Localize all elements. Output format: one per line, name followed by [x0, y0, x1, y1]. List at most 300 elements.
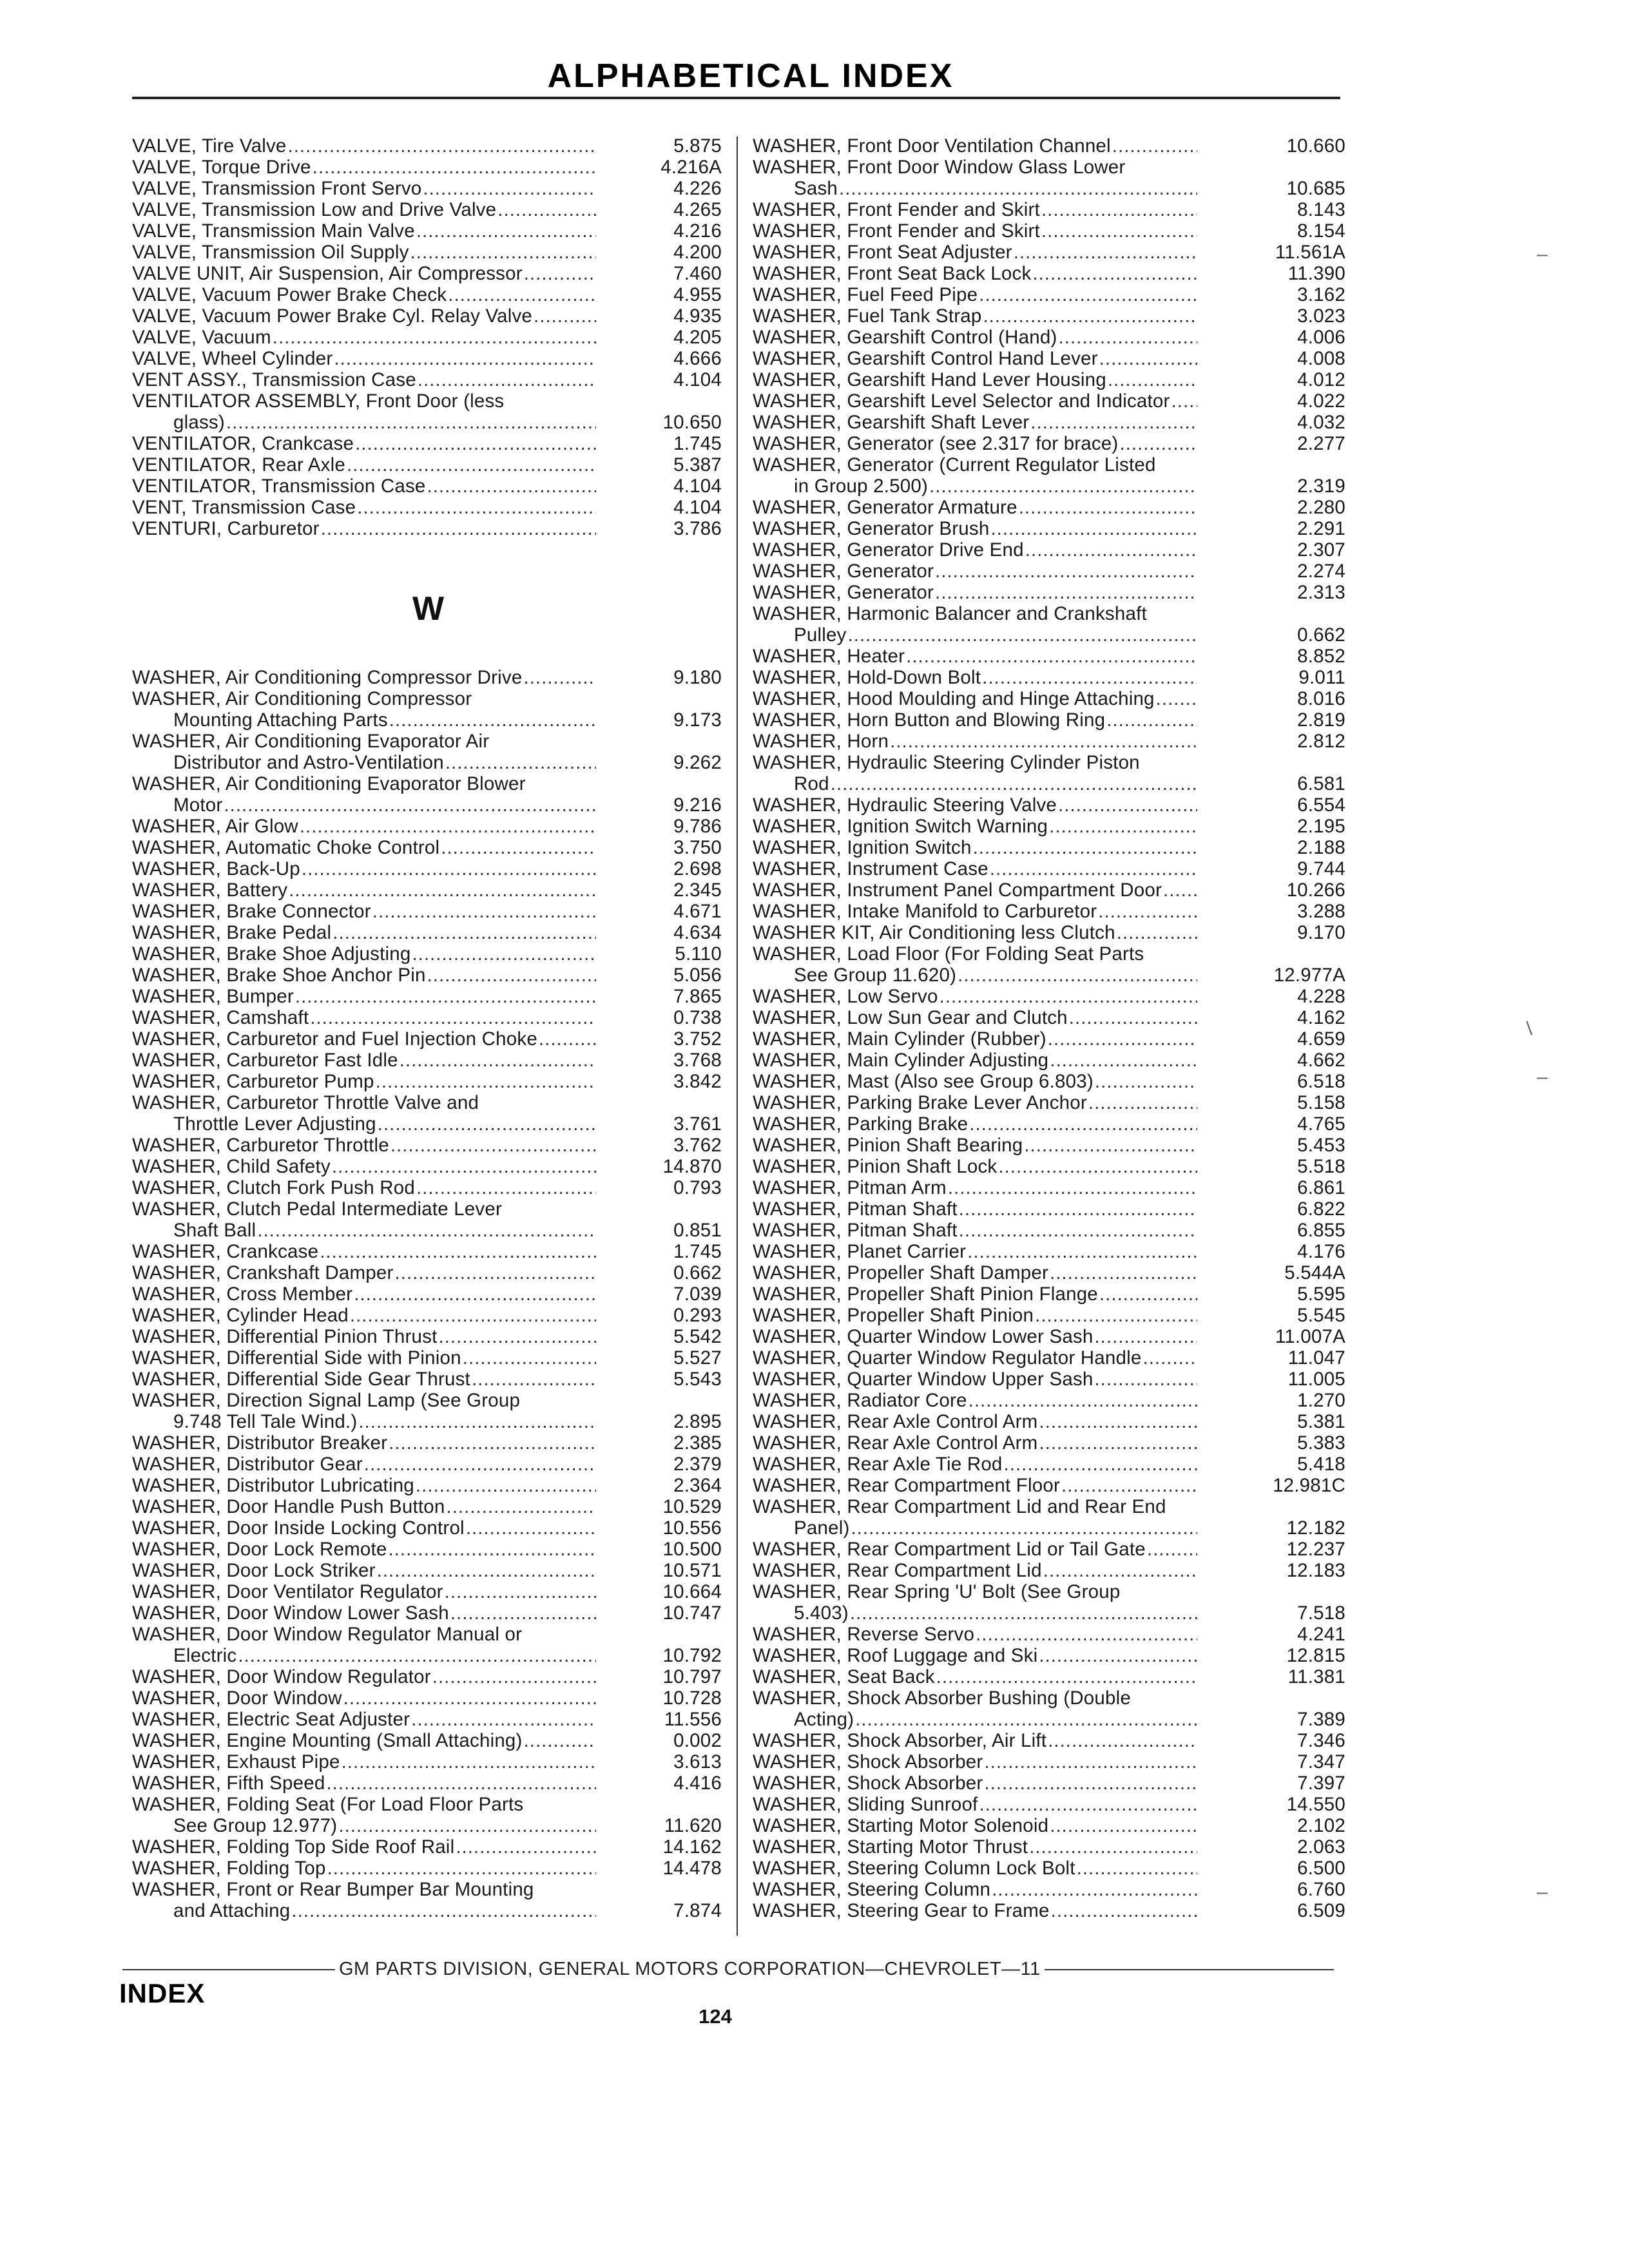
entry-group-number: 0.293 [673, 1305, 722, 1326]
dot-leader [347, 454, 596, 476]
index-entry [753, 1496, 1345, 1539]
entry-group-number: 6.518 [1297, 1071, 1345, 1092]
index-entry [132, 263, 722, 284]
dot-leader [1051, 1900, 1197, 1921]
index-entry [132, 1241, 722, 1262]
index-entry [132, 858, 722, 879]
index-entry [132, 1326, 722, 1347]
entry-continuation: Pulley [794, 624, 847, 646]
dot-leader [257, 1220, 596, 1241]
index-entry [753, 539, 1345, 561]
margin-mark: – [1537, 1066, 1548, 1088]
entry-group-number: 6.509 [1297, 1900, 1345, 1921]
index-entry [753, 1858, 1345, 1879]
dot-leader [302, 858, 596, 879]
dot-leader [1048, 1730, 1197, 1751]
index-entry [753, 518, 1345, 539]
entry-text: WASHER, Battery [132, 879, 288, 901]
entry-group-number: 4.032 [1297, 412, 1345, 433]
entry-group-number: 10.747 [662, 1602, 722, 1624]
entry-text: WASHER, Pitman Arm [753, 1177, 947, 1198]
entry-group-number: 5.544A [1284, 1262, 1345, 1283]
entry-group-number: 3.023 [1297, 305, 1345, 327]
entry-group-number: 7.460 [673, 263, 722, 284]
index-entry [753, 1539, 1345, 1560]
entry-text: WASHER, Door Lock Striker [132, 1560, 376, 1581]
entry-group-number: 7.865 [673, 986, 722, 1007]
dot-leader [969, 1390, 1197, 1411]
index-entry [753, 1730, 1345, 1751]
entry-text: WASHER, Generator Drive End [753, 539, 1024, 561]
dot-leader [320, 1241, 596, 1262]
entry-text: WASHER, Generator (see 2.317 for brace) [753, 433, 1119, 454]
entry-text: WASHER, Fuel Feed Pipe [753, 284, 978, 305]
index-entry [753, 603, 1345, 646]
dot-leader [427, 476, 596, 497]
entry-text: WASHER, Gearshift Control (Hand) [753, 327, 1057, 348]
dot-leader [1171, 390, 1197, 412]
entry-text: WASHER, Propeller Shaft Pinion [753, 1305, 1034, 1326]
dot-leader [1050, 1050, 1197, 1071]
index-entry [753, 794, 1345, 816]
entry-text: WASHER, Automatic Choke Control [132, 837, 440, 858]
entry-text: WASHER, Door Window [132, 1687, 342, 1709]
entry-text: WASHER, Air Glow [132, 816, 298, 837]
entry-text: WASHER, Rear Compartment Lid and Rear End [753, 1496, 1166, 1517]
entry-text: WASHER, Reverse Servo [753, 1624, 975, 1645]
index-entry [753, 220, 1345, 242]
entry-text: WASHER, Clutch Fork Push Rod [132, 1177, 415, 1198]
entry-text: WASHER, Rear Axle Control Arm [753, 1432, 1038, 1454]
index-entry [753, 667, 1345, 688]
entry-text: WASHER, Pinion Shaft Bearing [753, 1135, 1023, 1156]
index-entry [132, 1794, 722, 1836]
dot-leader [357, 497, 596, 518]
entry-group-number: 8.143 [1297, 199, 1345, 220]
entry-text: WASHER, Electric Seat Adjuster [132, 1709, 410, 1730]
dot-leader [295, 986, 596, 1007]
dot-leader [389, 1539, 596, 1560]
dot-leader [979, 1794, 1197, 1815]
dot-leader [447, 1496, 596, 1517]
index-entry [132, 837, 722, 858]
entry-text: WASHER, Horn Button and Blowing Ring [753, 709, 1106, 731]
index-entry [753, 1666, 1345, 1687]
entry-text: WASHER, Brake Shoe Anchor Pin [132, 965, 426, 986]
entry-text: WASHER, Air Conditioning Compressor Drive [132, 667, 523, 688]
dot-leader [1024, 1135, 1197, 1156]
dot-leader [929, 476, 1197, 497]
entry-group-number: 4.205 [673, 327, 722, 348]
entry-text: WASHER, Parking Brake Lever Anchor [753, 1092, 1087, 1113]
index-entry [753, 1900, 1345, 1921]
index-entry [753, 1475, 1345, 1496]
entry-group-number: 14.478 [662, 1858, 722, 1879]
index-entry [132, 1560, 722, 1581]
index-entry [132, 1050, 722, 1071]
entry-group-number: 10.266 [1286, 879, 1345, 901]
dot-leader [1112, 135, 1197, 157]
index-entry [753, 1177, 1345, 1198]
index-entry [132, 1156, 722, 1177]
dot-leader [389, 1432, 596, 1454]
dot-leader [439, 1326, 596, 1347]
dot-leader [418, 369, 596, 390]
entry-text: WASHER, Door Window Regulator [132, 1666, 431, 1687]
index-entry [753, 858, 1345, 879]
index-entry [753, 879, 1345, 901]
dot-leader [497, 199, 596, 220]
entry-group-number: 9.216 [673, 794, 722, 816]
index-entry [132, 1751, 722, 1773]
entry-text: WASHER, Quarter Window Lower Sash [753, 1326, 1094, 1347]
dot-leader [1077, 1858, 1197, 1879]
dot-leader [273, 327, 596, 348]
entry-group-number: 11.620 [664, 1815, 722, 1836]
entry-group-number: 4.935 [673, 305, 722, 327]
entry-group-number: 2.313 [1297, 582, 1345, 603]
entry-text: WASHER, Instrument Panel Compartment Door [753, 879, 1162, 901]
entry-text: WASHER, Load Floor (For Folding Seat Parts [753, 943, 1144, 965]
dot-leader [1014, 242, 1197, 263]
entry-text: WASHER, Generator Brush [753, 518, 990, 539]
entry-text: WASHER, Shock Absorber [753, 1751, 983, 1773]
entry-continuation: 5.403) [794, 1602, 849, 1624]
index-entry [132, 1007, 722, 1028]
index-entry [132, 242, 722, 263]
entry-text: WASHER, Air Conditioning Evaporator Air [132, 731, 490, 752]
entry-text: WASHER, Quarter Window Regulator Handle [753, 1347, 1142, 1369]
entry-text: WASHER, Starting Motor Solenoid [753, 1815, 1049, 1836]
entry-continuation: Mounting Attaching Parts [173, 709, 388, 731]
entry-text: VENT ASSY., Transmission Case [132, 369, 416, 390]
index-entry [753, 1241, 1345, 1262]
dot-leader [395, 1262, 596, 1283]
index-entry [753, 1156, 1345, 1177]
entry-group-number: 4.662 [1297, 1050, 1345, 1071]
entry-text: WASHER, Planet Carrier [753, 1241, 967, 1262]
dot-leader [333, 922, 596, 943]
index-entry [753, 1560, 1345, 1581]
entry-group-number: 12.237 [1286, 1539, 1345, 1560]
entry-continuation: Distributor and Astro-Ventilation [173, 752, 444, 773]
left-column [132, 135, 722, 539]
entry-text: WASHER, Back-Up [132, 858, 300, 879]
entry-group-number: 9.262 [673, 752, 722, 773]
entry-group-number: 10.650 [662, 412, 722, 433]
dot-leader [1050, 1262, 1197, 1283]
entry-text: VALVE, Transmission Low and Drive Valve [132, 199, 497, 220]
dot-leader [1098, 901, 1197, 922]
dot-leader [839, 178, 1197, 199]
dot-leader [226, 412, 596, 433]
dot-leader [992, 1879, 1197, 1900]
entry-group-number: 8.852 [1297, 646, 1345, 667]
index-entry [753, 1687, 1345, 1730]
index-entry [753, 731, 1345, 752]
entry-group-number: 2.379 [673, 1454, 722, 1475]
index-entry [753, 369, 1345, 390]
footer-line [122, 1959, 1334, 1980]
entry-text: WASHER, Brake Pedal [132, 922, 332, 943]
entry-group-number: 5.056 [673, 965, 722, 986]
index-entry [753, 688, 1345, 709]
dot-leader [364, 1454, 596, 1475]
index-entry [753, 943, 1345, 986]
dot-leader [416, 220, 596, 242]
entry-text: WASHER, Folding Top [132, 1858, 326, 1879]
entry-group-number: 10.556 [662, 1517, 722, 1539]
index-entry [753, 433, 1345, 454]
entry-text: WASHER, Fuel Tank Strap [753, 305, 982, 327]
entry-group-number: 2.063 [1297, 1836, 1345, 1858]
entry-group-number: 7.518 [1297, 1602, 1345, 1624]
entry-text: WASHER, Steering Gear to Frame [753, 1900, 1050, 1921]
index-entry [132, 497, 722, 518]
dot-leader [1039, 1645, 1197, 1666]
entry-group-number: 11.561A [1275, 242, 1345, 263]
entry-text: WASHER, Exhaust Pipe [132, 1751, 340, 1773]
entry-group-number: 3.162 [1297, 284, 1345, 305]
entry-text: WASHER, Brake Shoe Adjusting [132, 943, 411, 965]
entry-text: WASHER, Folding Seat (For Load Floor Parts [132, 1794, 524, 1815]
index-entry [132, 1624, 722, 1666]
dot-leader [1108, 369, 1197, 390]
left-washer-list [132, 667, 722, 1921]
dot-leader [1099, 348, 1197, 369]
entry-text: WASHER, Pitman Shaft [753, 1220, 958, 1241]
entry-text: WASHER, Brake Connector [132, 901, 371, 922]
entry-continuation: glass) [173, 412, 225, 433]
entry-text: VENT, Transmission Case [132, 497, 356, 518]
entry-text: WASHER, Door Window Regulator Manual or [132, 1624, 523, 1645]
entry-group-number: 5.527 [673, 1347, 722, 1369]
index-entry [753, 1007, 1345, 1028]
index-entry [753, 1220, 1345, 1241]
dot-leader [539, 1028, 596, 1050]
index-entry [132, 284, 722, 305]
index-entry [132, 1858, 722, 1879]
entry-text: WASHER, Bumper [132, 986, 294, 1007]
dot-leader [984, 1751, 1197, 1773]
index-entry [753, 1773, 1345, 1794]
entry-group-number: 3.752 [673, 1028, 722, 1050]
entry-group-number: 2.364 [673, 1475, 722, 1496]
entry-group-number: 9.180 [673, 667, 722, 688]
title-rule [132, 97, 1340, 99]
index-entry [132, 1539, 722, 1560]
index-entry [132, 1071, 722, 1092]
entry-group-number: 5.545 [1297, 1305, 1345, 1326]
entry-group-number: 1.745 [673, 433, 722, 454]
entry-group-number: 5.387 [673, 454, 722, 476]
entry-group-number: 4.634 [673, 922, 722, 943]
dot-leader [291, 1900, 596, 1921]
index-entry [132, 518, 722, 539]
dot-leader [524, 667, 597, 688]
entry-group-number: 10.728 [662, 1687, 722, 1709]
dot-leader [831, 773, 1197, 794]
index-entry [753, 1794, 1345, 1815]
dot-leader [472, 1369, 596, 1390]
entry-group-number: 5.381 [1297, 1411, 1345, 1432]
entry-text: WASHER KIT, Air Conditioning less Clutch [753, 922, 1115, 943]
index-entry [132, 1836, 722, 1858]
entry-group-number: 4.659 [1297, 1028, 1345, 1050]
entry-text: WASHER, Starting Motor Thrust [753, 1836, 1028, 1858]
entry-text: WASHER, Door Window Lower Sash [132, 1602, 449, 1624]
index-entry [132, 454, 722, 476]
entry-text: WASHER, Differential Side Gear Thrust [132, 1369, 470, 1390]
index-entry [132, 1177, 722, 1198]
dot-leader [998, 1156, 1197, 1177]
entry-continuation: Panel) [794, 1517, 850, 1539]
dot-leader [1106, 709, 1197, 731]
entry-text: WASHER, Fifth Speed [132, 1773, 325, 1794]
dot-leader [310, 1007, 596, 1028]
entry-text: WASHER, Front Fender and Skirt [753, 220, 1040, 242]
entry-text: WASHER, Crankcase [132, 1241, 319, 1262]
entry-group-number: 9.011 [1298, 667, 1345, 688]
dot-leader [332, 1156, 596, 1177]
index-entry [753, 752, 1345, 794]
dot-leader [990, 518, 1197, 539]
index-entry [753, 1454, 1345, 1475]
entry-text: VENTILATOR, Crankcase [132, 433, 354, 454]
entry-text: WASHER, Horn [753, 731, 889, 752]
index-entry [132, 327, 722, 348]
entry-group-number: 4.226 [673, 178, 722, 199]
dot-leader [372, 901, 596, 922]
index-entry [132, 1305, 722, 1326]
index-entry [753, 1432, 1345, 1454]
dot-leader [969, 1113, 1197, 1135]
entry-group-number: 4.012 [1297, 369, 1345, 390]
index-entry [132, 688, 722, 731]
entry-group-number: 0.662 [673, 1262, 722, 1283]
dot-leader [851, 1517, 1197, 1539]
entry-text: WASHER, Roof Luggage and Ski [753, 1645, 1038, 1666]
dot-leader [855, 1709, 1197, 1730]
dot-leader [355, 433, 596, 454]
dot-leader [1043, 1560, 1197, 1581]
dot-leader [959, 1198, 1197, 1220]
entry-group-number: 9.786 [673, 816, 722, 837]
entry-group-number: 3.761 [673, 1113, 722, 1135]
dot-leader [238, 1645, 596, 1666]
entry-group-number: 12.815 [1286, 1645, 1345, 1666]
entry-text: WASHER, Ignition Switch [753, 837, 972, 858]
dot-leader [1143, 1347, 1198, 1369]
index-entry [132, 1475, 722, 1496]
entry-text: WASHER, Distributor Lubricating [132, 1475, 414, 1496]
entry-text: WASHER, Intake Manifold to Carburetor [753, 901, 1097, 922]
index-entry [132, 199, 722, 220]
dot-leader [1156, 688, 1197, 709]
dot-leader [1050, 1815, 1197, 1836]
entry-group-number: 8.016 [1297, 688, 1345, 709]
dot-leader [524, 263, 596, 284]
dot-leader [411, 1709, 596, 1730]
dot-leader [1147, 1539, 1197, 1560]
index-entry [753, 348, 1345, 369]
dot-leader [441, 837, 596, 858]
entry-text: WASHER, Seat Back [753, 1666, 935, 1687]
entry-group-number: 7.389 [1297, 1709, 1345, 1730]
entry-group-number: 9.173 [673, 709, 722, 731]
entry-group-number: 6.861 [1297, 1177, 1345, 1198]
entry-group-number: 2.385 [673, 1432, 722, 1454]
dot-leader [982, 667, 1197, 688]
entry-text: WASHER, Gearshift Shaft Lever [753, 412, 1030, 433]
entry-text: WASHER, Pitman Shaft [753, 1198, 958, 1220]
entry-group-number: 4.104 [673, 497, 722, 518]
entry-text: VALVE, Vacuum Power Brake Cyl. Relay Valve [132, 305, 533, 327]
entry-text: VENTILATOR, Transmission Case [132, 476, 426, 497]
index-entry [132, 1135, 722, 1156]
entry-text: WASHER, Carburetor Pump [132, 1071, 374, 1092]
entry-group-number: 4.104 [673, 369, 722, 390]
entry-group-number: 9.744 [1297, 858, 1345, 879]
index-entry [132, 1709, 722, 1730]
index-entry [132, 1390, 722, 1432]
entry-text: WASHER, Distributor Gear [132, 1454, 363, 1475]
index-entry [753, 1751, 1345, 1773]
entry-group-number: 4.216A [660, 157, 722, 178]
index-entry [753, 454, 1345, 497]
index-entry [132, 1262, 722, 1283]
entry-group-number: 2.812 [1297, 731, 1345, 752]
entry-continuation: in Group 2.500) [794, 476, 928, 497]
right-washer-list [753, 135, 1345, 1921]
index-entry [753, 986, 1345, 1007]
index-entry [132, 1496, 722, 1517]
entry-group-number: 3.613 [673, 1751, 722, 1773]
entry-text: WASHER, Front Seat Back Lock [753, 263, 1032, 284]
index-entry [132, 1602, 722, 1624]
index-entry [753, 709, 1345, 731]
entry-group-number: 5.418 [1297, 1454, 1345, 1475]
margin-mark: / [1521, 1018, 1538, 1039]
index-entry [753, 497, 1345, 518]
entry-text: WASHER, Crankshaft Damper [132, 1262, 394, 1283]
index-entry [132, 433, 722, 454]
dot-leader [376, 1071, 596, 1092]
entry-text: VALVE UNIT, Air Suspension, Air Compressor [132, 263, 523, 284]
entry-group-number: 2.274 [1297, 561, 1345, 582]
entry-continuation: Electric [173, 1645, 237, 1666]
dot-leader [313, 157, 596, 178]
entry-text: WASHER, Hydraulic Steering Cylinder Piston [753, 752, 1140, 773]
entry-group-number: 4.162 [1297, 1007, 1345, 1028]
entry-text: WASHER, Low Servo [753, 986, 938, 1007]
index-entry [753, 816, 1345, 837]
entry-continuation: Shaft Ball [173, 1220, 256, 1241]
index-entry [753, 1198, 1345, 1220]
entry-group-number: 3.786 [673, 518, 722, 539]
entry-group-number: 10.660 [1286, 135, 1345, 157]
entry-text: VALVE, Vacuum Power Brake Check [132, 284, 447, 305]
index-entry [132, 986, 722, 1007]
entry-continuation: Throttle Lever Adjusting [173, 1113, 376, 1135]
index-entry [753, 1836, 1345, 1858]
entry-group-number: 5.543 [673, 1369, 722, 1390]
dot-leader [967, 1241, 1197, 1262]
index-entry [753, 1347, 1345, 1369]
dot-leader [958, 965, 1197, 986]
entry-group-number: 0.002 [673, 1730, 722, 1751]
dot-leader [1094, 1326, 1197, 1347]
